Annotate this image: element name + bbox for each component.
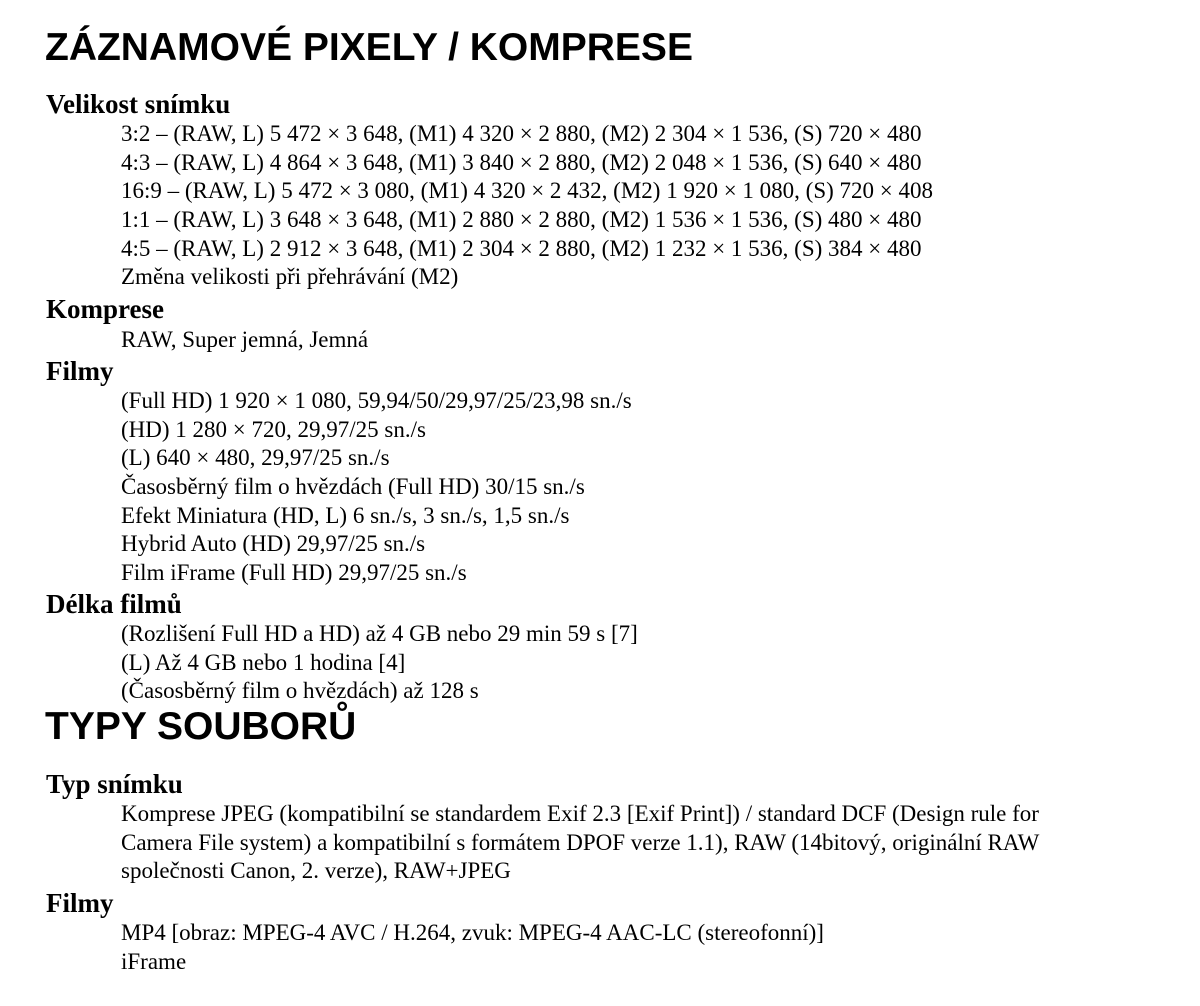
image-size-line: 4:5 – (RAW, L) 2 912 × 3 648, (M1) 2 304 × 2 880, (M2) 1 232 × 1 536, (S) 384 × 480: [121, 236, 922, 261]
image-size-line: 4:3 – (RAW, L) 4 864 × 3 648, (M1) 3 840 × 2 880, (M2) 2 048 × 1 536, (S) 640 × 480: [121, 150, 922, 175]
image-size-line: 16:9 – (RAW, L) 5 472 × 3 080, (M1) 4 320 × 2 432, (M2) 1 920 × 1 080, (S) 720 × 408: [121, 178, 933, 203]
image-type-paragraph: [121, 800, 1131, 886]
heading-compression: Komprese: [46, 294, 164, 324]
heading-movies: Filmy: [46, 356, 114, 386]
image-size-line: 3:2 – (RAW, L) 5 472 × 3 648, (M1) 4 320 × 2 880, (M2) 2 304 × 1 536, (S) 720 × 480: [121, 121, 922, 146]
image-size-line: Změna velikosti při přehrávání (M2): [121, 264, 459, 289]
heading-movie-length: Délka filmů: [46, 589, 182, 619]
file-movie-line: iFrame: [121, 949, 187, 974]
heading-image-type: Typ snímku: [46, 769, 183, 799]
image-size-line: 1:1 – (RAW, L) 3 648 × 3 648, (M1) 2 880 × 2 880, (M2) 1 536 × 1 536, (S) 480 × 480: [121, 207, 922, 232]
image-type-line: Komprese JPEG (kompatibilní se standardem Exif 2.3 [Exif Print]) / standard DCF (Design rule for: [121, 801, 1039, 826]
section-title-file-types: TYPY SOUBORŮ: [45, 705, 357, 748]
movie-line: Efekt Miniatura (HD, L) 6 sn./s, 3 sn./s, 1,5 sn./s: [121, 503, 570, 528]
image-type-line: společnosti Canon, 2. verze), RAW+JPEG: [121, 858, 511, 884]
movie-line: (Full HD) 1 920 × 1 080, 59,94/50/29,97/25/23,98 sn./s: [121, 388, 632, 413]
movie-line: Hybrid Auto (HD) 29,97/25 sn./s: [121, 531, 426, 556]
section-title-recording-pixels: ZÁZNAMOVÉ PIXELY / KOMPRESE: [45, 26, 693, 69]
movie-length-line: (L) Až 4 GB nebo 1 hodina [4]: [121, 650, 406, 675]
movie-line: (HD) 1 280 × 720, 29,97/25 sn./s: [121, 417, 426, 442]
file-movie-line: MP4 [obraz: MPEG-4 AVC / H.264, zvuk: MPEG-4 AAC-LC (stereofonní)]: [121, 920, 824, 945]
movie-line: Film iFrame (Full HD) 29,97/25 sn./s: [121, 560, 467, 585]
heading-image-size: Velikost snímku: [46, 89, 231, 119]
movie-line: (L) 640 × 480, 29,97/25 sn./s: [121, 445, 390, 470]
heading-file-movies: Filmy: [46, 888, 114, 918]
movie-length-line: (Časosběrný film o hvězdách) až 128 s: [121, 678, 479, 703]
movie-length-line: (Rozlišení Full HD a HD) až 4 GB nebo 29 min 59 s [7]: [121, 621, 638, 646]
image-type-line: Camera File system) a kompatibilní s formátem DPOF verze 1.1), RAW (14bitový, originální RAW: [121, 829, 1040, 855]
compression-line: RAW, Super jemná, Jemná: [121, 327, 369, 352]
movie-line: Časosběrný film o hvězdách (Full HD) 30/15 sn./s: [121, 474, 585, 499]
